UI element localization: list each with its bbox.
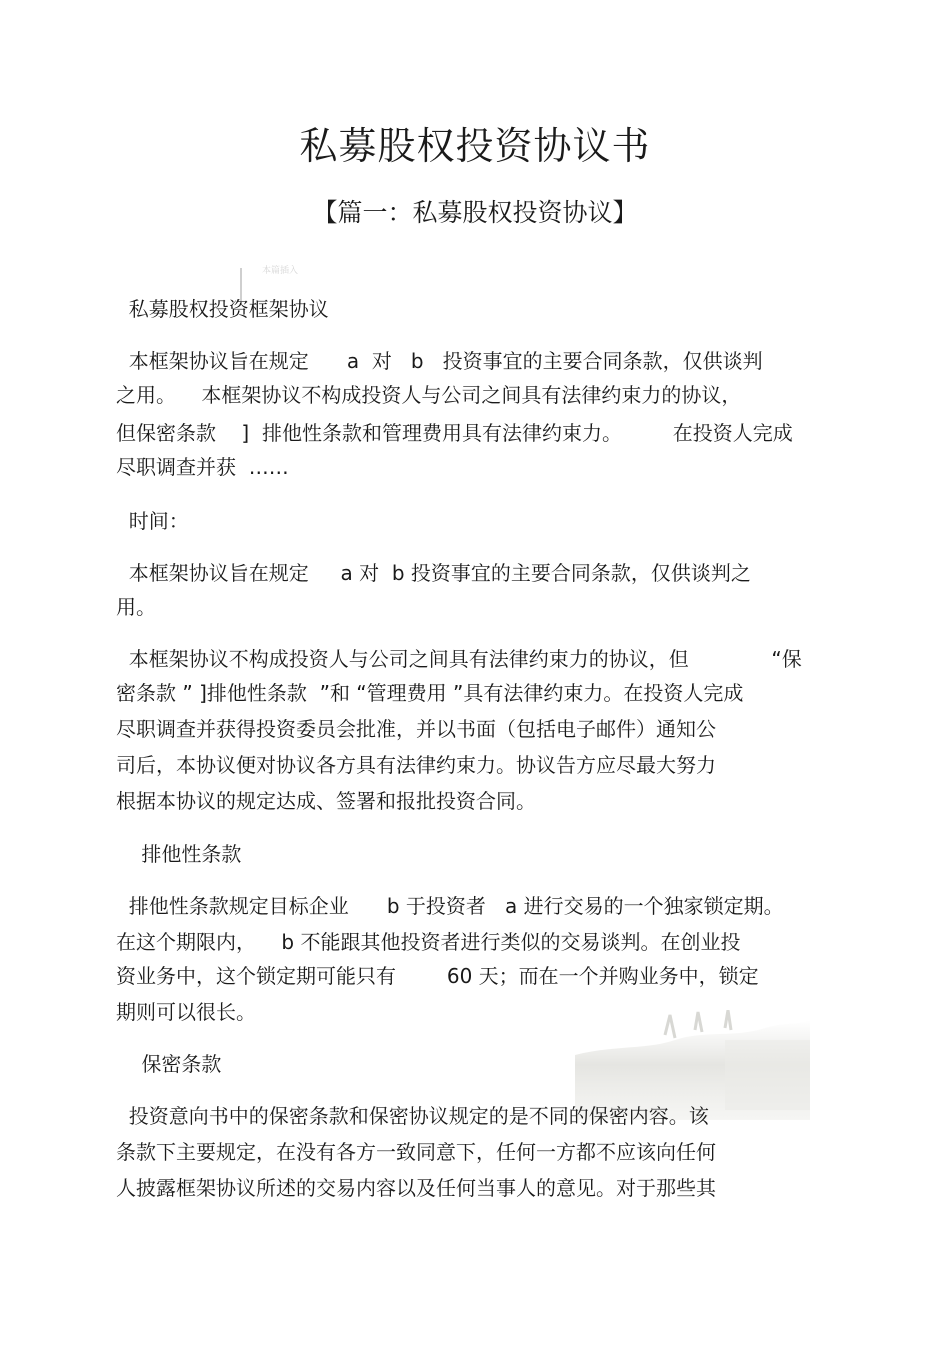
stamp-label: 本篇插入 [262,266,299,276]
text-line: 排他性条款 [116,842,242,866]
text-line: 保密条款 [116,1052,222,1076]
text-line: 期则可以很长。 [116,1000,256,1024]
text-line: 排他性条款规定目标企业 b 于投资者 a 进行交易的一个独家锁定期。 [116,894,784,918]
text-line: 尽职调查并获得投资委员会批准，并以书面（包括电子邮件）通知公 [116,717,716,741]
text-line: 本框架协议旨在规定 a 对 b 投资事宜的主要合同条款，仅供谈判之 [116,561,751,585]
text-line: 资业务中，这个锁定期可能只有 60 天；而在一个并购业务中，锁定 [116,964,759,988]
document-subtitle: 【篇一：私募股权投资协议】 [312,198,638,227]
text-line: 人披露框架协议所述的交易内容以及任何当事人的意见。对于那些其 [116,1176,716,1200]
text-line: 私募股权投资框架协议 [116,297,329,321]
text-line: 根据本协议的规定达成、签署和报批投资合同。 [116,789,536,813]
text-line: 条款下主要规定，在没有各方一致同意下，任何一方都不应该向任何 [116,1140,716,1164]
text-line: 时间： [116,509,189,533]
text-line: 用。 [116,595,156,619]
text-line: 在这个期限内， b 不能跟其他投资者进行类似的交易谈判。在创业投 [116,930,741,954]
text-line: 投资意向书中的保密条款和保密协议规定的是不同的保密内容。该 [116,1104,709,1128]
text-line: 本框架协议旨在规定 a 对 b 投资事宜的主要合同条款，仅供谈判 [116,349,763,373]
text-line: 之用。 本框架协议不构成投资人与公司之间具有法律约束力的协议， [116,383,742,407]
text-line: 本框架协议不构成投资人与公司之间具有法律约束力的协议，但 “保 [116,647,802,671]
text-line: 密条款 ” ]排他性条款 ”和 “管理费用 ”具有法律约束力。在投资人完成 [116,681,744,705]
text-line: 司后，本协议便对协议各方具有法律约束力。协议告方应尽最大努力 [116,753,716,777]
document-title: 私募股权投资协议书 [299,124,651,168]
text-line: 尽职调查并获 …… [116,455,289,479]
text-line: 但保密条款 ] 排他性条款和管理费用具有法律约束力。 在投资人完成 [116,421,793,445]
